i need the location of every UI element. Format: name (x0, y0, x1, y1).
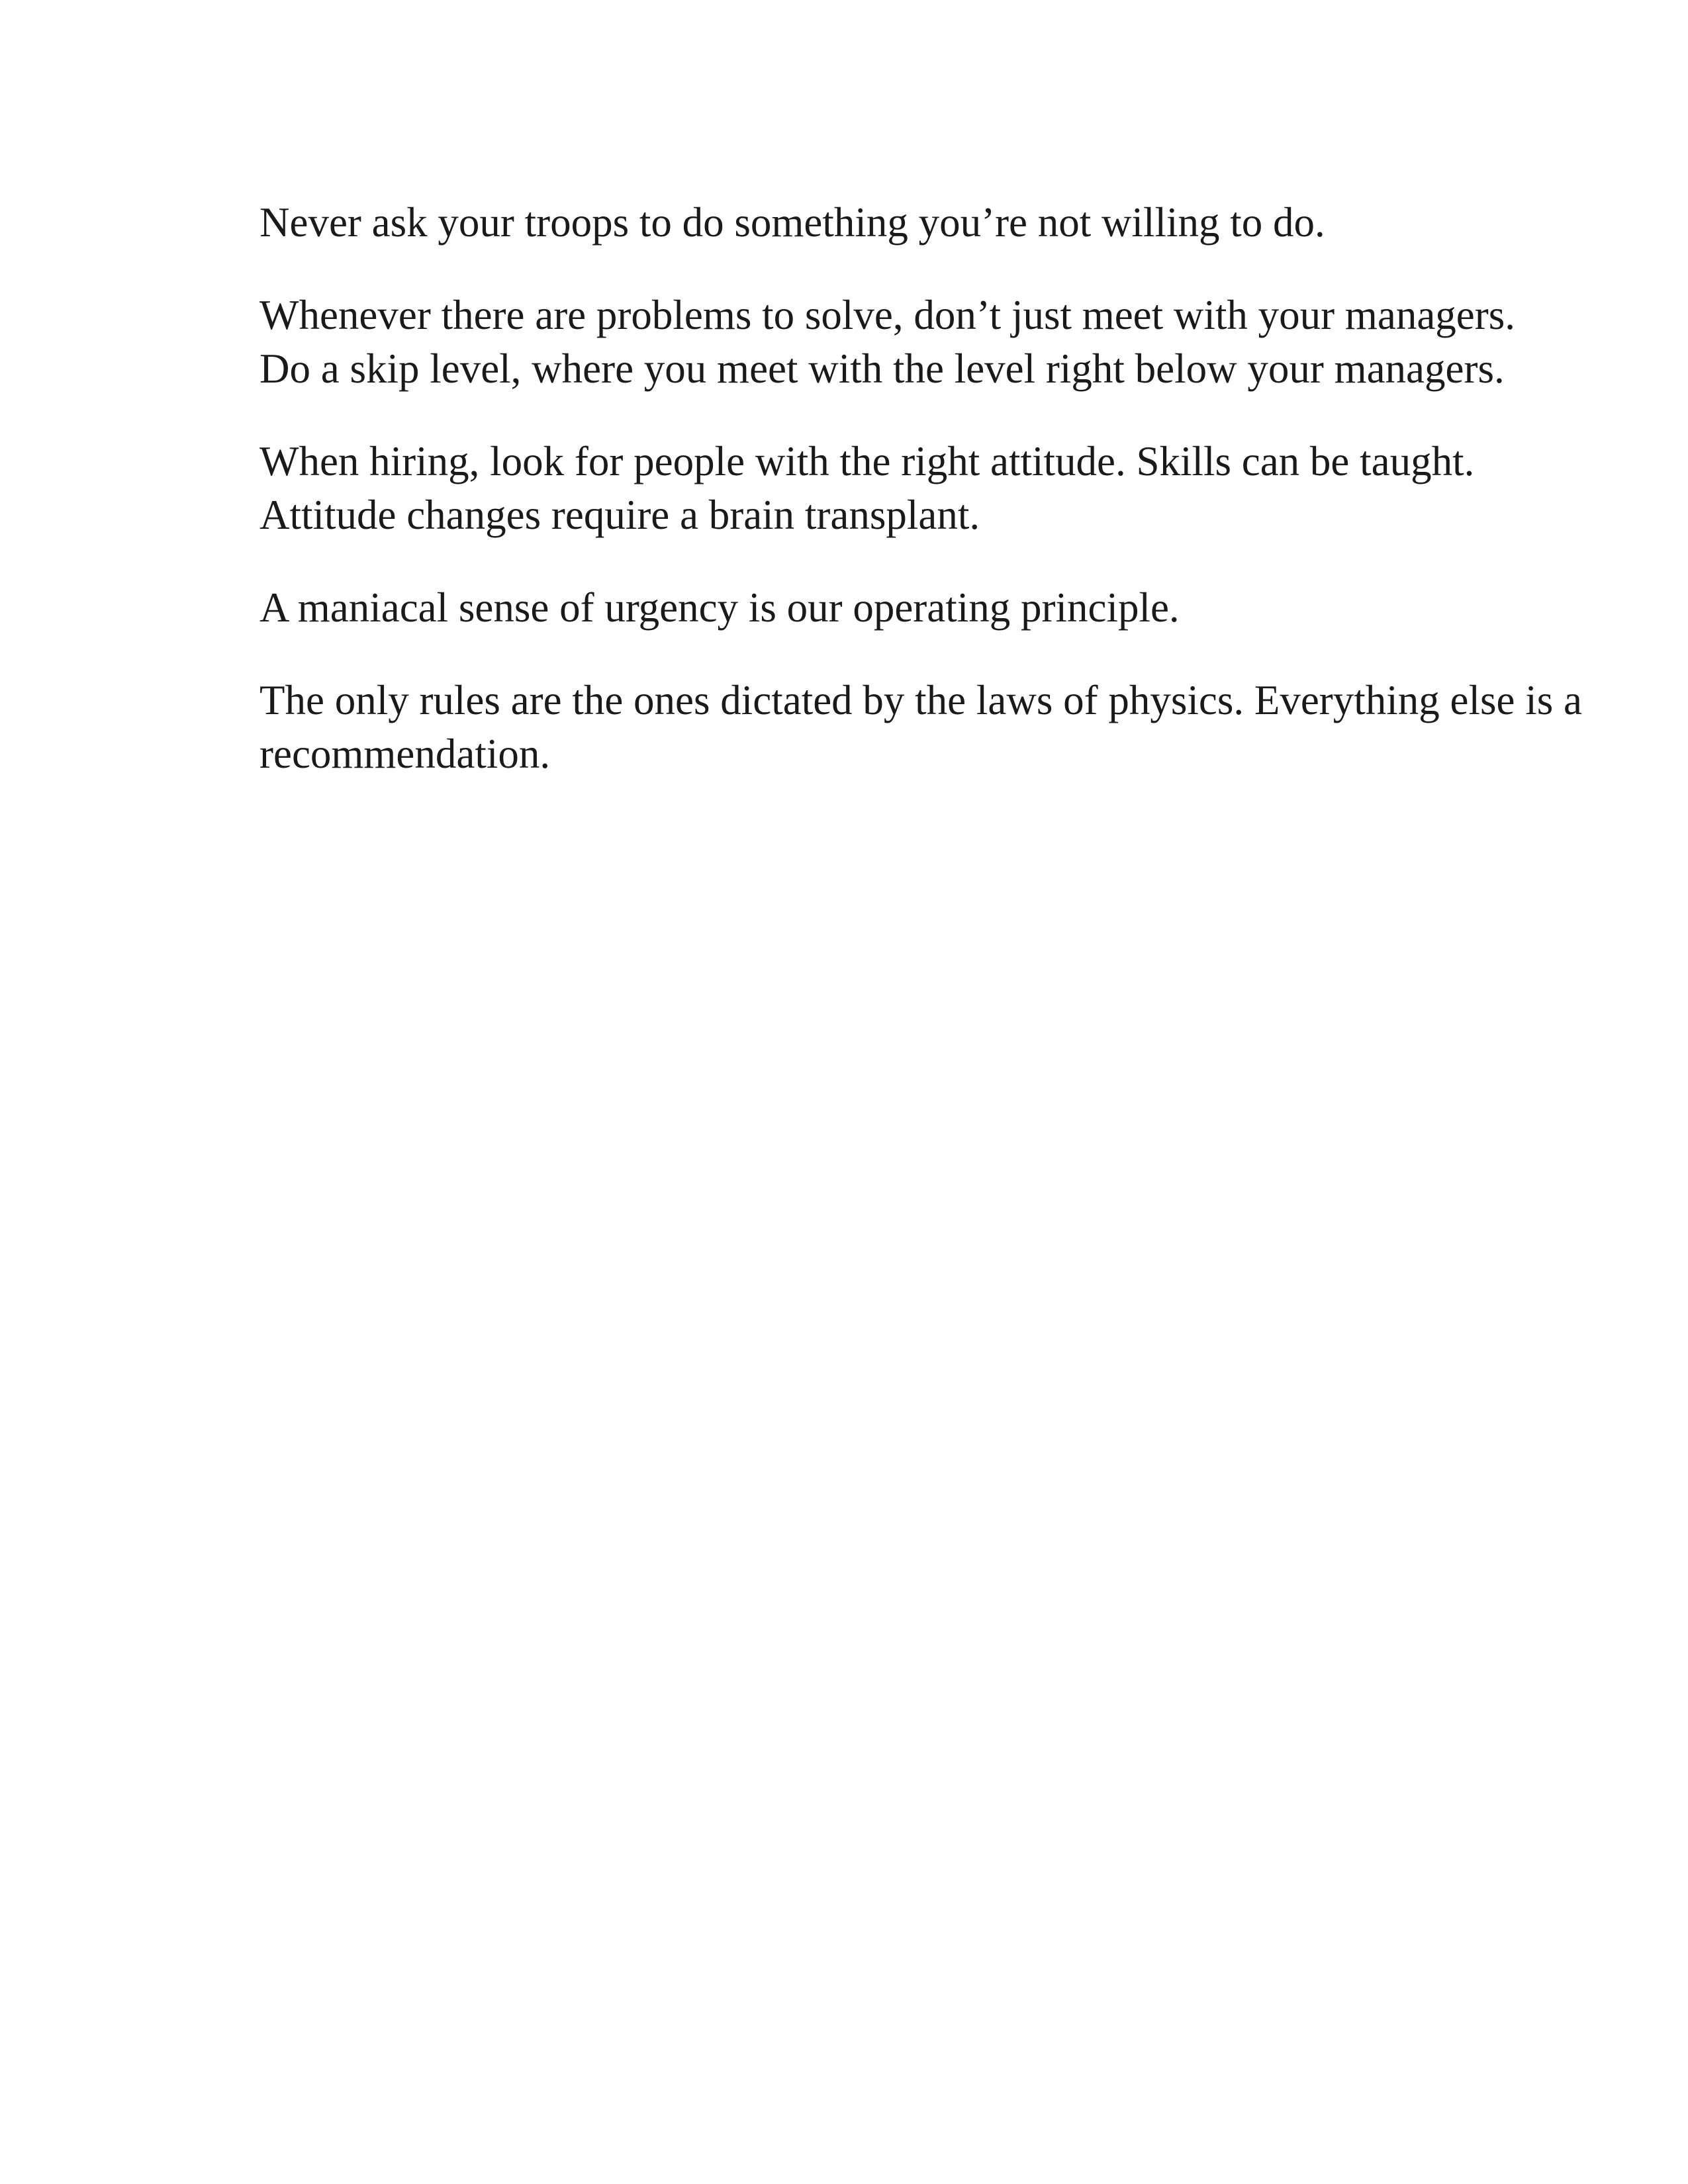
paragraph-line: When hiring, look for people with the right attitude. Skills can be taught. (259, 438, 1475, 484)
paragraph-line: Attitude changes require a brain transplant. (259, 492, 980, 538)
paragraph-line: recommendation. (259, 731, 551, 777)
paragraph-line: A maniacal sense of urgency is our operating principle. (259, 584, 1180, 631)
paragraph-line: Whenever there are problems to solve, don’t just meet with your managers. (259, 292, 1516, 338)
document-body (259, 196, 1582, 820)
paragraph-line: The only rules are the ones dictated by the laws of physics. Everything else is a (259, 677, 1582, 723)
paragraph-1 (259, 196, 1471, 250)
paragraph-4 (259, 581, 1471, 635)
paragraph-2 (259, 289, 1516, 396)
paragraph-line: Do a skip level, where you meet with the level right below your managers. (259, 345, 1505, 392)
paragraph-line: Never ask your troops to do something you’re not willing to do. (259, 199, 1325, 246)
paragraph-5 (259, 674, 1582, 781)
paragraph-3 (259, 435, 1475, 542)
